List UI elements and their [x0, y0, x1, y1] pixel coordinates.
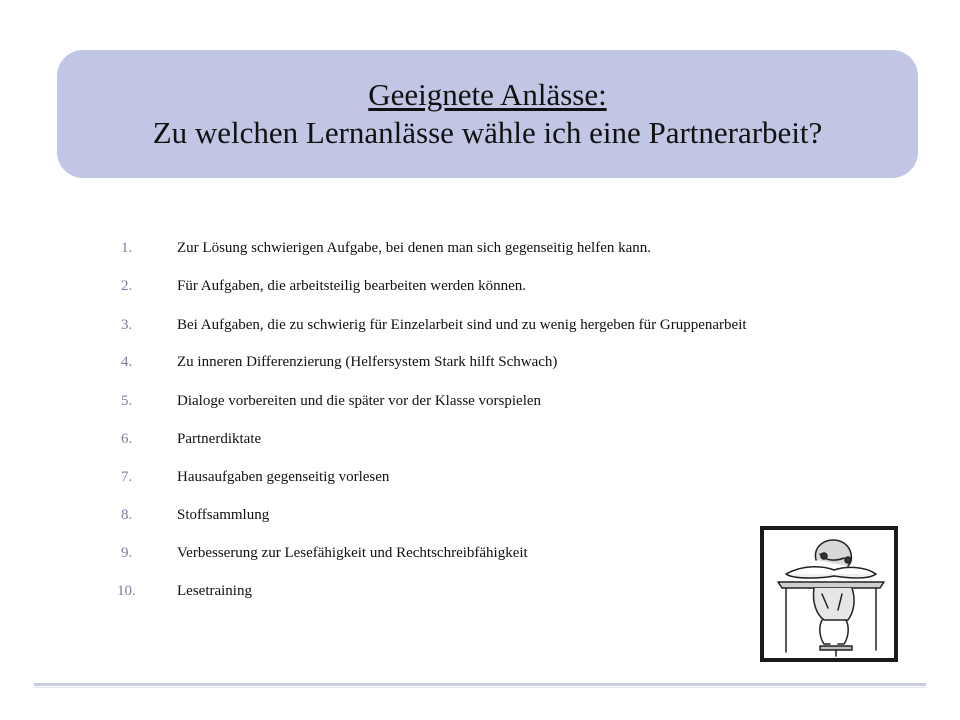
footer-divider-shadow	[34, 687, 926, 688]
list-text: Für Aufgaben, die arbeitsteilig bearbeiten werden können.	[177, 278, 527, 294]
list-text: Zu inneren Differenzierung (Helfersystem Stark hilft Schwach)	[177, 354, 558, 370]
title-heading: Geeignete Anlässe:	[368, 77, 607, 112]
student-desk-illustration	[760, 526, 898, 662]
list-number: 6.	[121, 431, 133, 447]
list-text: Stoffsammlung	[177, 507, 270, 523]
list-number: 8.	[121, 507, 133, 523]
footer-divider	[34, 683, 926, 686]
student-sleeping-icon	[764, 530, 894, 658]
list-number: 1.	[121, 240, 133, 256]
list-text: Partnerdiktate	[177, 431, 262, 447]
list-text: Hausaufgaben gegenseitig vorlesen	[177, 469, 390, 485]
list-number: 4.	[121, 354, 133, 370]
list-number: 7.	[121, 469, 133, 485]
list-text: Dialoge vorbereiten und die später vor der Klasse vorspielen	[177, 393, 542, 409]
title-banner	[57, 50, 918, 178]
list-text: Bei Aufgaben, die zu schwierig für Einzelarbeit sind und zu wenig hergeben für Gruppenarbeit	[177, 317, 747, 333]
list-text: Zur Lösung schwierigen Aufgabe, bei denen man sich gegenseitig helfen kann.	[177, 240, 652, 256]
title-subheading: Zu welchen Lernanlässe wähle ich eine Partnerarbeit?	[152, 115, 823, 150]
list-text: Lesetraining	[177, 583, 252, 599]
list-number: 2.	[121, 278, 133, 294]
list-number: 10.	[117, 583, 136, 599]
list-text: Verbesserung zur Lesefähigkeit und Rechtschreibfähigkeit	[177, 545, 528, 561]
list-number: 5.	[121, 393, 133, 409]
list-number: 3.	[121, 317, 133, 333]
list-number: 9.	[121, 545, 133, 561]
